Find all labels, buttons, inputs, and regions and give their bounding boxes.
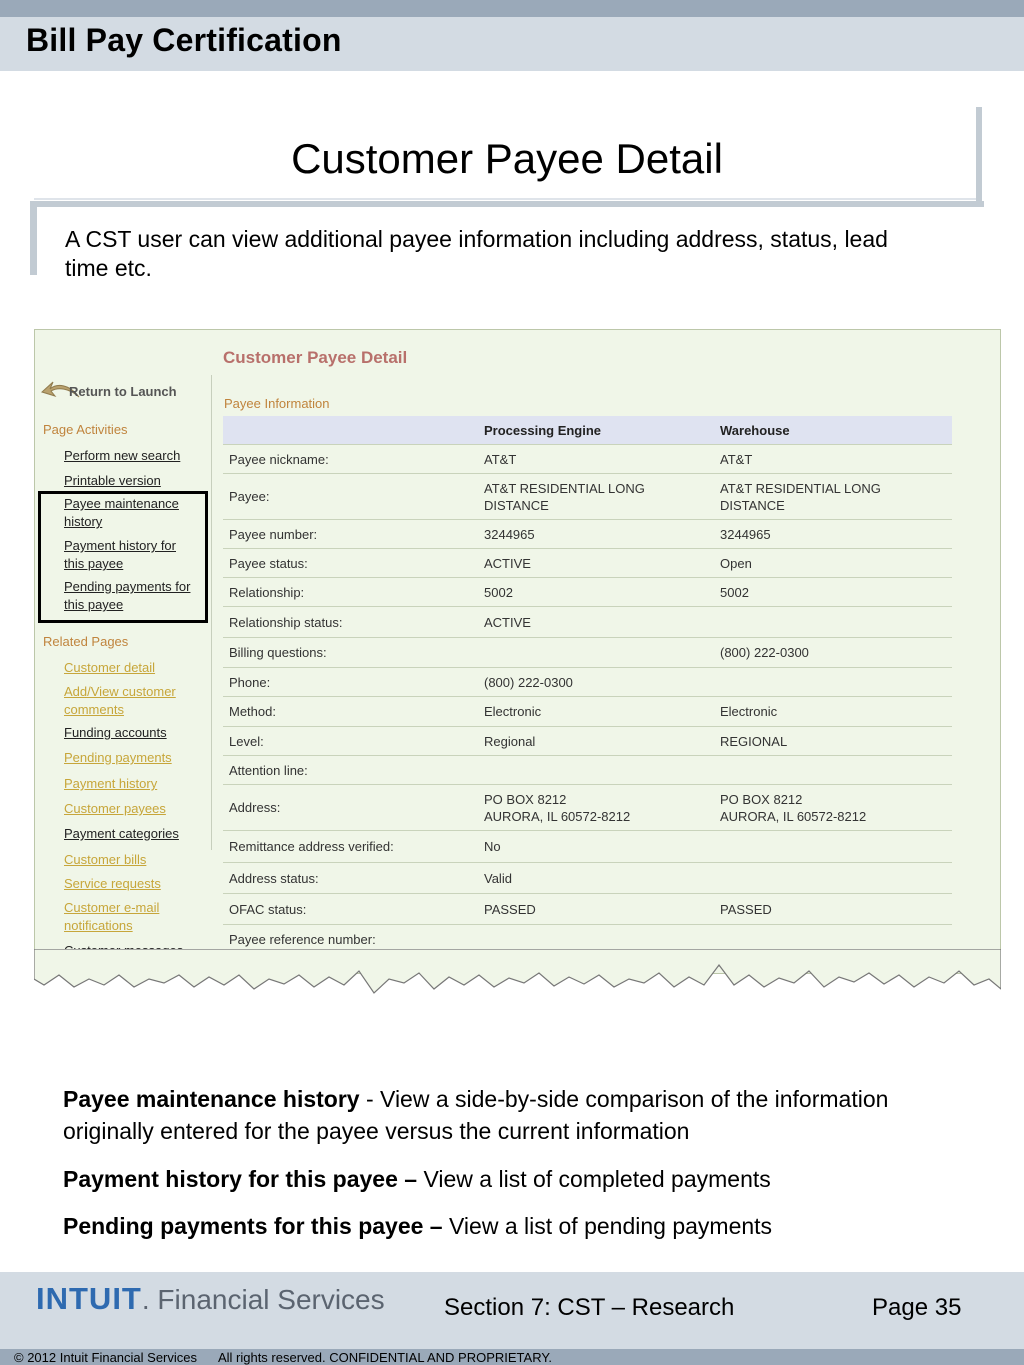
table-row [223,894,952,925]
embedded-screenshot [34,329,1001,1001]
intro-text: A CST user can view additional payee information including address, status, lead time etc. [65,226,888,281]
left-accent-bar [30,201,37,275]
table-cell: ACTIVE [484,555,531,571]
table-cell: 5002 [720,584,749,600]
table-cell: Payee reference number: [229,931,376,947]
return-to-launch-label: Return to Launch [69,384,177,399]
table-row [223,607,952,638]
table-cell: AT&T [720,451,753,467]
table-cell: 5002 [484,584,513,600]
table-cell [484,638,714,667]
description-text: - View a side-by-side comparison of the information originally entered for the payee versus the current information [63,1086,889,1144]
table-cell [720,668,950,696]
table-cell: Payee nickname: [229,451,329,467]
column-header [229,416,479,444]
screenshot-page-title: Customer Payee Detail [223,348,408,367]
table-cell: Electronic [484,704,542,719]
link-service-requests[interactable]: Service requests [64,876,161,891]
table-cell: PASSED [484,901,536,917]
table-cell [720,831,950,862]
logo-brand: INTUIT [36,1281,142,1316]
top-stripe [0,0,1024,17]
table-cell: Level: [229,733,264,749]
table-row [223,549,952,578]
table-cell: Billing questions: [229,645,327,660]
table-cell: Address status: [229,870,319,886]
description-term: Payee maintenance history [63,1086,360,1112]
description-text: View a list of completed payments [417,1166,771,1192]
table-row [223,445,952,474]
return-to-launch[interactable] [41,378,213,404]
table-cell: Electronic [720,704,778,719]
header-title: Bill Pay Certification [26,22,342,58]
table-cell: Relationship: [229,584,305,600]
link-pending-payments[interactable]: Pending payments [64,750,172,765]
table-cell: Payee status: [229,555,308,571]
page-number: Page 35 [872,1294,962,1321]
table-cell: PO BOX 8212 AURORA, IL 60572-8212 [720,791,867,824]
table-row [223,474,952,520]
logo-subtitle: . Financial Services [141,1284,385,1315]
table-header-row [223,416,952,445]
link-funding-accounts[interactable]: Funding accounts [64,725,167,740]
title-frame-bottom-line [34,201,984,207]
link-pending-payments-for-payee[interactable]: Pending payments for this payee [64,579,191,612]
link-payee-maintenance-history[interactable]: Payee maintenance history [64,496,179,529]
table-cell: AT&T RESIDENTIAL LONG DISTANCE [484,480,645,513]
link-customer-payees[interactable]: Customer payees [64,801,166,816]
table-cell: ACTIVE [484,614,531,630]
link-payment-history[interactable]: Payment history [64,776,158,791]
description-term: Pending payments for this payee – [63,1213,443,1239]
table-cell: 3244965 [484,526,535,542]
payee-table [223,416,952,982]
table-row [223,831,952,863]
intuit-logo [36,1281,385,1321]
table-cell: (800) 222-0300 [720,645,809,660]
title-frame-bottom-line-light [34,198,976,200]
link-payment-categories[interactable]: Payment categories [64,826,179,841]
table-cell: Phone: [229,674,271,690]
table-cell: 3244965 [720,526,771,542]
payee-information-heading: Payee Information [224,396,330,411]
table-row [223,863,952,894]
table-cell: Remittance address verified: [229,839,394,854]
table-cell: Payee: [229,489,270,504]
table-row [223,756,952,785]
link-customer-detail[interactable]: Customer detail [64,660,156,675]
table-cell: No [484,839,501,854]
slide-title: Customer Payee Detail [291,135,723,182]
link-perform-new-search[interactable]: Perform new search [64,448,181,463]
table-cell: Open [720,555,752,571]
link-customer-bills[interactable]: Customer bills [64,852,147,867]
table-cell: Valid [484,870,512,886]
table-cell: Regional [484,733,536,749]
column-header: Processing Engine [484,422,602,438]
table-row [223,638,952,668]
column-header: Warehouse [720,422,790,438]
table-cell: REGIONAL [720,733,788,749]
link-customer-email-notifications[interactable]: Customer e-mail notifications [64,900,160,933]
link-payment-history-for-payee[interactable]: Payment history for this payee [64,538,176,571]
table-cell: PO BOX 8212 AURORA, IL 60572-8212 [484,791,631,824]
related-pages-heading: Related Pages [43,634,129,649]
table-row [223,668,952,697]
torn-edge [34,949,1001,1001]
table-cell [484,756,714,784]
table-cell: Address: [229,800,281,815]
table-cell: Method: [229,704,276,719]
table-cell: (800) 222-0300 [484,674,573,690]
table-cell: PASSED [720,901,772,917]
description-term: Payment history for this payee – [63,1166,418,1192]
description-payment-history [63,1163,963,1195]
section-label: Section 7: CST – Research [444,1294,735,1321]
copyright-text: © 2012 Intuit Financial Services All rights reserved. CONFIDENTIAL AND PROPRIETARY. [14,1350,552,1365]
table-row [223,578,952,607]
table-row [223,697,952,727]
highlight-box [38,491,208,623]
table-row [223,785,952,831]
table-row [223,520,952,549]
table-cell [720,607,950,637]
description-text: View a list of pending payments [442,1213,773,1239]
table-cell: OFAC status: [229,901,307,917]
link-printable-version[interactable]: Printable version [64,473,161,488]
table-cell: Attention line: [229,762,308,778]
link-add-view-customer-comments[interactable]: Add/View customer comments [64,684,176,717]
screenshot-panel [34,329,1001,974]
table-cell [720,863,950,893]
table-cell: AT&T RESIDENTIAL LONG DISTANCE [720,480,881,513]
nav-divider [211,375,212,850]
description-maintenance-history [63,1083,963,1147]
table-cell [720,756,950,784]
table-cell: AT&T [484,451,517,467]
description-pending-payments [63,1210,963,1242]
table-cell: Relationship status: [229,614,343,630]
table-cell: Payee number: [229,526,318,542]
table-row [223,727,952,756]
page-activities-heading: Page Activities [43,422,128,437]
